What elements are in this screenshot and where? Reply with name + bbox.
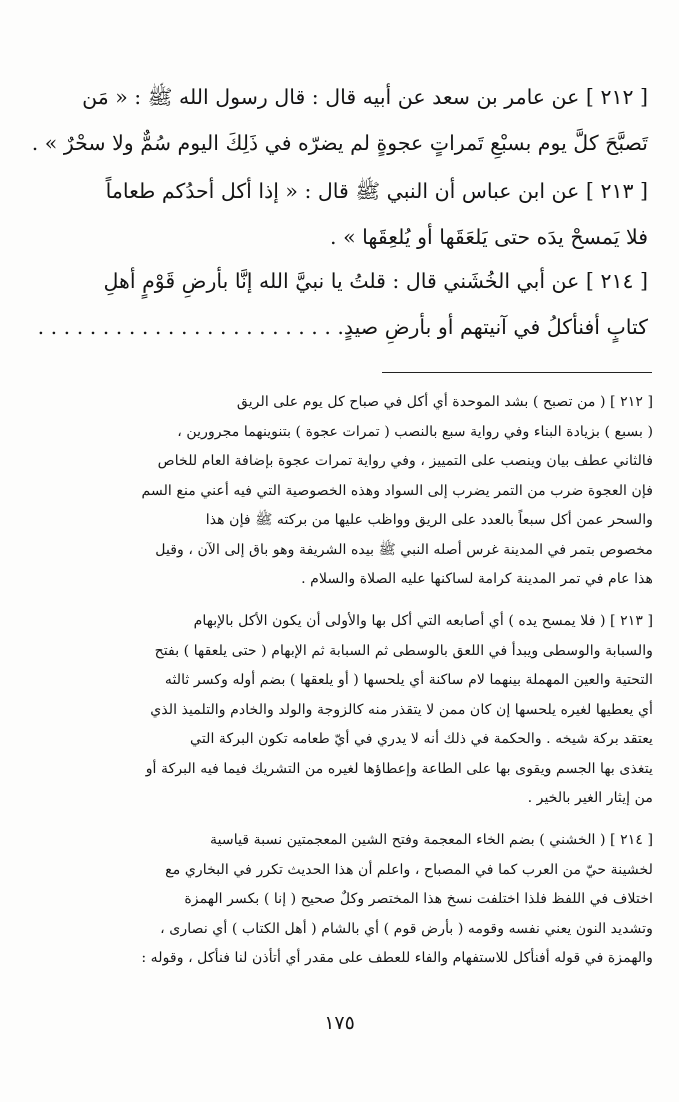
commentary-line: [ ٢١٤ ] ( الخشني ) بضم الخاء المعجمة وفتح الشين المعجمتين نسبة قياسية bbox=[210, 832, 653, 848]
hadith-line: [ ٢١٢ ] عن عامر بن سعد عن أبيه قال : قال رسول الله ﷺ : « مَن bbox=[82, 85, 648, 109]
footnote-divider bbox=[382, 372, 652, 373]
commentary-line: والهمزة في قوله أفنأكل للاستفهام والفاء للعطف على مقدر أي أتأذن لنا فنأكل ، وقوله : bbox=[141, 950, 653, 966]
hadith-212 bbox=[31, 74, 648, 166]
commentary-line: لخشينة حيّ من العرب كما في المصباح ، واعلم أن هذا الحديث تكرر في البخاري مع bbox=[165, 861, 653, 878]
commentary-line: من إيثار الغير بالخير . bbox=[527, 790, 653, 806]
commentary-212 bbox=[28, 388, 653, 595]
hadith-213 bbox=[38, 168, 648, 260]
commentary-line: وتشديد النون يعني نفسه وقومه ( بأرض قوم ) أي بالشام ( أهل الكتاب ) أي نصارى ، bbox=[160, 920, 653, 937]
commentary-line: يعتقد بركة شيخه . والحكمة في ذلك أنه لا يدري في أيّ طعامه تكون البركة التي bbox=[190, 731, 653, 747]
commentary-line: أي يعطيها لغيره يلحسها إن كان ممن لا يتقذر منه كالزوجة والولد والخادم والتلميذ الذي bbox=[150, 701, 653, 718]
commentary-line: والسحر عمن أكل سبعاً بالعدد على الريق وواظب عليها من بركته ﷺ فإن هذا bbox=[205, 512, 653, 528]
page-number: ١٧٥ bbox=[324, 1012, 355, 1034]
hadith-line: تَصبَّحَ كلَّ يوم بسبْعِ تَمراتٍ عجوةٍ لم يضرّه في ذَلِكَ اليوم سُمٌّ ولا سحْرٌ » . bbox=[31, 131, 648, 155]
commentary-line: فإن العجوة ضرب من التمر يضرب إلى السواد وهذه الخصوصية التي فيه أعني منع السم bbox=[141, 482, 653, 499]
hadith-line: كتابٍ أفنأكلُ في آنيتهم أو بأرضِ صيدٍ. . . . . . . . . . . . . . . . . . . . . . . . bbox=[37, 315, 648, 339]
commentary-line: يتغذى بها الجسم ويقوى بها على الطاعة وإعطاؤها لغيره من التشريك فيما فيه البركة أو bbox=[145, 760, 653, 777]
commentary-line: ( بسبع ) بزيادة البناء وفي رواية سبع بالنصب ( تمرات عجوة ) بتنوينهما مجرورين ، bbox=[177, 423, 653, 440]
commentary-line: اختلاف في اللفظ فلذا اختلفت نسخ هذا المختصر وكلٌ صحيح ( إنا ) بكسر الهمزة bbox=[184, 891, 653, 907]
hadith-line: فلا يَمسحْ يدَه حتى يَلعَقَها أو يُلعِقَها » . bbox=[330, 225, 648, 249]
commentary-213 bbox=[28, 607, 653, 814]
commentary-line: [ ٢١٢ ] ( من تصبح ) بشد الموحدة أي أكل في صباح كل يوم على الريق bbox=[236, 394, 653, 410]
commentary-214 bbox=[28, 826, 653, 974]
commentary-line: والسبابة والوسطى ويبدأ في اللعق بالوسطى ثم السبابة ثم الإبهام ( حتى يلعقها ) بفتح bbox=[154, 642, 653, 659]
commentary-line: [ ٢١٣ ] ( فلا يمسح يده ) أي أصابعه التي أكل بها والأولى أن يكون الأكل بالإبهام bbox=[193, 613, 653, 629]
commentary-line: فالثاني عطف بيان وينصب على التمييز ، وفي رواية تمرات عجوة بإضافة العام للخاص bbox=[157, 453, 653, 469]
hadith-line: [ ٢١٤ ] عن أبي الخُشَني قال : قلتُ يا نبيَّ الله إنَّا بأرضِ قَوْمٍ أهلِ bbox=[103, 269, 648, 293]
hadith-line: [ ٢١٣ ] عن ابن عباس أن النبي ﷺ قال : « إذا أكل أحدُكم طعاماً bbox=[105, 179, 648, 203]
commentary-line: مخصوص بتمر في المدينة غرس أصله النبي ﷺ بيده الشريفة وهو باق إلى الآن ، وقيل bbox=[155, 541, 653, 558]
commentary-line: التحتية والعين المهملة بينهما لام ساكنة أي يلحسها ( أو يلعقها ) بضم أوله وكسر ثالثه bbox=[164, 672, 653, 688]
hadith-214 bbox=[38, 258, 648, 350]
commentary-line: هذا عام في تمر المدينة كرامة لساكنها عليه الصلاة والسلام . bbox=[301, 571, 653, 587]
